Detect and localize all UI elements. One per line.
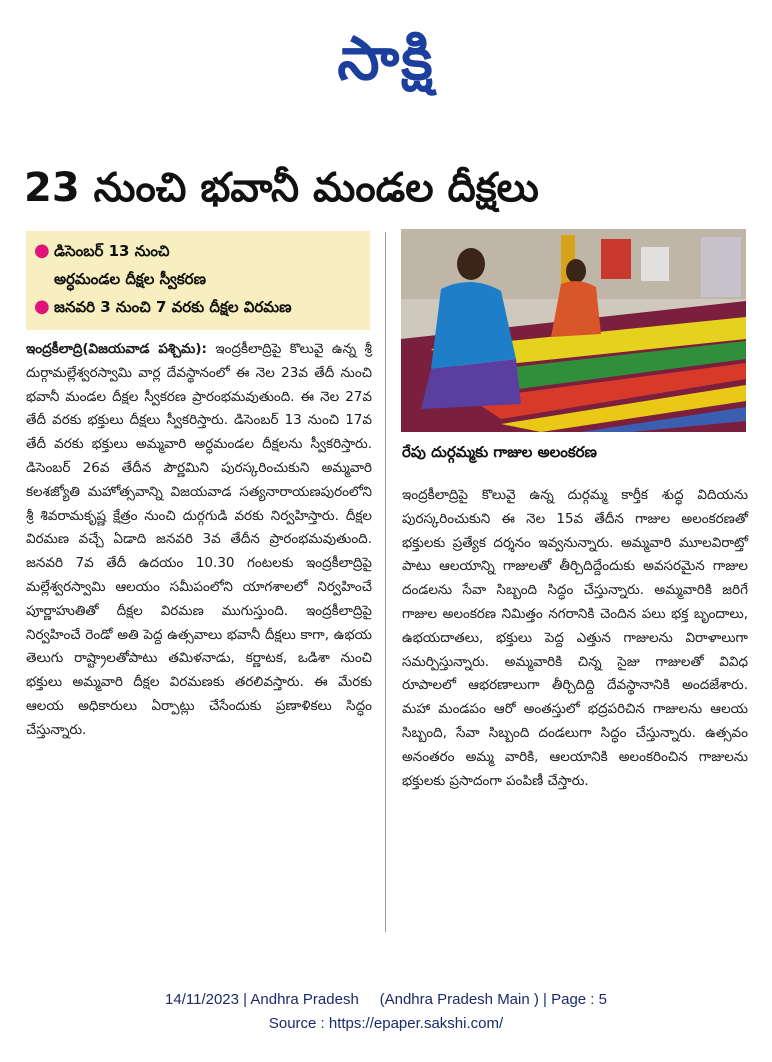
article-body-right	[402, 484, 748, 793]
bullet-icon: ●	[34, 240, 50, 261]
highlight-text: అర్ధమండల దీక్షల స్వీకరణ	[54, 270, 206, 288]
highlight-text: డిసెంబర్ 13 నుంచి	[54, 242, 170, 260]
article-headline: 23 నుంచి భవానీ మండల దీక్షలు	[24, 165, 539, 211]
column-divider	[385, 232, 386, 932]
photo-caption: రేపు దుర్గమ్మకు గాజుల అలంకరణ	[402, 443, 597, 461]
footer-edition-info: 14/11/2023 | Andhra Pradesh (Andhra Pradesh Main ) | Page : 5	[165, 991, 607, 1008]
body-text: ఇంద్రకీలాద్రిపై కొలువై ఉన్న దుర్గమ్మ కార్తీక శుద్ధ విదియను పురస్కరించుకుని ఈ నెల 15వ తేదీన గాజుల అలంకరణతో భక్తులకు ప్రత్యేక దర్శనం ఇవ్వనున్నారు. అమ్మవారి మూలవిరాట్తో పాటు ఆలయాన్ని గాజులతో తీర్చిదిద్దేందుకు అవసరమైన గాజుల దండలను సేవా సిబ్బంది సిద్ధం చేస్తున్నారు. అమ్మవారికి జరిగే గాజుల అలంకరణ నిమిత్తం నగరానికి చెందిన పలు భక్త బృందాలు, ఉభయదాతలు, భక్తులు పెద్ద ఎత్తున గాజులను విరాళాలుగా సమర్పిస్తున్నారు. అమ్మవారికి చిన్న సైజు గాజులతో వివిధ రూపాలలో ఆభరణాలుగా తీర్చిదిద్ది దేవస్థానానికి అందజేశారు. మహా మండపం ఆరో అంతస్తులో భద్రపరిచిన గాజులను ఆలయ సిబ్బంది, సేవా సిబ్బంది దండలుగా సిద్ధం చేస్తున్నారు. ఉత్సవం అనంతరం అమ్మ వారికి, ఆలయానికి అలంకరించిన గాజులను భక్తులకు ప్రసాదంగా పంపిణీ చేస్తారు.	[402, 487, 748, 789]
dateline: ఇంద్రకీలాద్రి(విజయవాడ పశ్చిమ):	[26, 341, 207, 357]
highlight-item-continued	[34, 265, 362, 293]
highlight-item	[34, 293, 362, 321]
highlight-text: జనవరి 3 నుంచి 7 వరకు దీక్షల విరమణ	[54, 298, 292, 316]
bangle-decoration-photo	[401, 229, 746, 432]
highlight-item	[34, 237, 362, 265]
body-text: ఇంద్రకీలాద్రిపై కొలువై ఉన్న శ్రీ దుర్గామల్లేశ్వరస్వామి వార్ల దేవస్థానంలో ఈ నెల 23వ తేదీ నుంచి భవానీ మండల దీక్షల స్వీకరణ ప్రారంభమవుతుంది. ఈ నెల 27వ తేదీ వరకు భక్తులు దీక్షలు స్వీకరిస్తారు. డిసెంబర్ 13 నుంచి 17వ తేదీ వరకు భక్తులు అమ్మవారి అర్ధమండల దీక్షలను స్వీకరిస్తారు. డిసెంబర్ 26వ తేదీన పౌర్ణమిని పురస్కరించుకుని అమ్మవారి కలశజ్యోతి మహోత్సవాన్ని విజయవాడ సత్యనారాయణపురంలోని శ్రీ శివరామకృష్ణ క్షేత్రం నుంచి దుర్గగుడి వరకు నిర్వహిస్తారు. దీక్షల విరమణ వచ్చే ఏడాది జనవరి 3వ తేదీన ప్రారంభమవుతుంది. జనవరి 7వ తేదీ ఉదయం 10.30 గంటలకు ఇంద్రకీలాద్రిపై మల్లేశ్వరస్వామి ఆలయం సమీపంలోని యాగశాలలో నిర్వహించే పూర్ణాహుతితో దీక్షల విరమణ ముగుస్తుంది. ఇంద్రకీలాద్రిపై నిర్వహించే రెండో అతి పెద్ద ఉత్సవాలు భవానీ దీక్షలు కాగా, ఉభయ తెలుగు రాష్ట్రాలతోపాటు తమిళనాడు, కర్ణాటక, ఒడిశా నుంచి భక్తులు అమ్మవారి దీక్షల విరమణకు తరలివస్తారు. ఈ మేరకు ఆలయ అధికారులు ఏర్పాట్లు చేసేందుకు ప్రణాళికలు సిద్ధం చేస్తున్నారు.	[26, 341, 372, 738]
article-body-left	[26, 338, 372, 743]
masthead-logo: సాక్షి	[337, 24, 435, 94]
bullet-icon: ●	[34, 296, 50, 317]
highlights-box	[26, 231, 370, 330]
article-photo	[401, 229, 746, 432]
footer-source: Source : https://epaper.sakshi.com/	[268, 1015, 504, 1032]
page-footer	[0, 988, 772, 1036]
